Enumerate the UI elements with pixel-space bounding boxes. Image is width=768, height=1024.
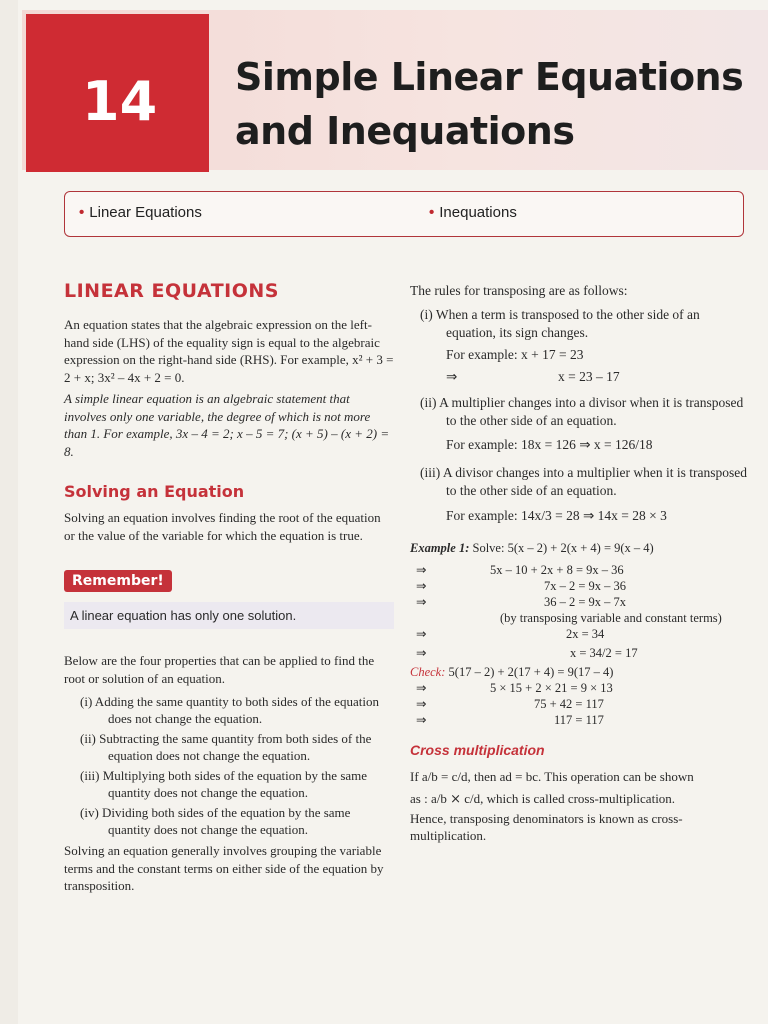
textbook-page bbox=[18, 0, 768, 1024]
solving-paragraph: Solving an equation involves finding the root of the equation or the value of the variable for which the equation is true. bbox=[64, 510, 381, 543]
linear-equations-heading: LINEAR EQUATIONS bbox=[64, 280, 279, 302]
topic-linear-equations: • Linear Equations bbox=[79, 204, 202, 221]
remember-box bbox=[64, 570, 394, 642]
remember-tag: Remember! bbox=[64, 570, 172, 592]
topics-box bbox=[64, 191, 744, 237]
properties-intro: Below are the four properties that can be applied to find the root or solution of an equation. bbox=[64, 653, 375, 686]
implies-icon: ⇒ bbox=[416, 646, 427, 660]
property-item: (iii) Multiplying both sides of the equation by the same quantity does not change the equation. bbox=[80, 768, 368, 800]
example-step: ⇒ 5x – 10 + 2x + 8 = 9x – 36 bbox=[416, 563, 624, 577]
bullet-icon: • bbox=[429, 204, 435, 221]
check-step: ⇒ 5 × 15 + 2 × 21 = 9 × 13 bbox=[416, 681, 613, 695]
transposition-paragraph: Solving an equation generally involves grouping the variable terms and the constant terms on either side of the equation by transposition. bbox=[64, 843, 384, 893]
solving-heading: Solving an Equation bbox=[64, 482, 245, 501]
rule-1-step: ⇒ x = 23 – 17 bbox=[410, 366, 750, 388]
implies-icon: ⇒ bbox=[416, 579, 427, 593]
implies-icon: ⇒ bbox=[416, 713, 427, 727]
example-step: ⇒ 2x = 34 bbox=[416, 627, 605, 641]
left-column bbox=[64, 280, 394, 895]
rule-3-example: For example: 14x/3 = 28 ⇒ 14x = 28 × 3 bbox=[446, 508, 667, 523]
cross-line2: as : a/b ⨯ c/d, which is called cross-multiplication. bbox=[410, 791, 676, 806]
transposing-intro: The rules for transposing are as follows: bbox=[410, 283, 628, 298]
implies-icon: ⇒ bbox=[416, 595, 427, 609]
property-item: (iv) Dividing both sides of the equation by the same quantity does not change the equation. bbox=[80, 805, 351, 837]
check-step: ⇒ 75 + 42 = 117 bbox=[416, 697, 604, 711]
example-step: ⇒ 7x – 2 = 9x – 36 bbox=[416, 579, 627, 593]
property-item: (ii) Subtracting the same quantity from both sides of the equation does not change the equation. bbox=[80, 731, 372, 763]
example-1 bbox=[410, 540, 750, 728]
rule-1: (i) When a term is transposed to the other side of an equation, its sign changes. bbox=[420, 307, 700, 340]
example-1-problem: Example 1: Solve: 5(x – 2) + 2(x + 4) = 9(x – 4) bbox=[410, 541, 654, 555]
chapter-title bbox=[235, 50, 765, 158]
example-note: (by transposing variable and constant terms) bbox=[500, 611, 722, 625]
chapter-number-box bbox=[26, 14, 209, 172]
remember-text: A linear equation has only one solution. bbox=[64, 602, 394, 629]
topic-inequations: • Inequations bbox=[429, 204, 517, 221]
properties-list bbox=[64, 693, 394, 838]
rule-2-example: For example: 18x = 126 ⇒ x = 126/18 bbox=[446, 437, 653, 452]
check-step: ⇒ 117 = 117 bbox=[416, 713, 604, 727]
right-column bbox=[410, 282, 750, 844]
example-step: ⇒ 36 – 2 = 9x – 7x bbox=[416, 595, 627, 609]
linear-equation-definition: A simple linear equation is an algebraic statement that involves only one variable, the degree of which is not more than 1. For example, 3x – 4 = 2; x – 5 = 7; (x + 5) – (x + 2) = 8. bbox=[64, 391, 390, 459]
chapter-title-line1: Simple Linear Equations bbox=[235, 55, 744, 99]
cross-line1: If a/b = c/d, then ad = bc. This operation can be shown bbox=[410, 769, 694, 784]
rule-3: (iii) A divisor changes into a multiplier when it is transposed to the other side of an equation. bbox=[420, 465, 747, 498]
rule-1-example: For example: x + 17 = 23 bbox=[446, 347, 584, 362]
chapter-title-line2: and Inequations bbox=[235, 109, 575, 153]
chapter-number: 14 bbox=[82, 70, 158, 133]
example-step: ⇒ x = 34/2 = 17 bbox=[410, 642, 750, 664]
implies-icon: ⇒ bbox=[446, 369, 458, 384]
property-item: (i) Adding the same quantity to both sides of the equation does not change the equation. bbox=[80, 694, 379, 726]
rule-2: (ii) A multiplier changes into a divisor when it is transposed to the other side of an equation. bbox=[420, 395, 744, 428]
cross-line3: Hence, transposing denominators is known as cross-multiplication. bbox=[410, 811, 683, 843]
check-line: Check: 5(17 – 2) + 2(17 + 4) = 9(17 – 4) bbox=[410, 665, 614, 679]
implies-icon: ⇒ bbox=[416, 627, 427, 641]
bullet-icon: • bbox=[79, 204, 85, 221]
cross-multiplication-heading: Cross multiplication bbox=[410, 742, 545, 758]
implies-icon: ⇒ bbox=[416, 697, 427, 711]
implies-icon: ⇒ bbox=[416, 563, 427, 577]
implies-icon: ⇒ bbox=[416, 681, 427, 695]
equation-definition: An equation states that the algebraic expression on the left-hand side (LHS) of the equality sign is equal to the algebraic expression on the right-hand side (RHS). For example, x² + 3 = 2 + x; 3x² – 4x + 2 = 0. bbox=[64, 317, 394, 385]
